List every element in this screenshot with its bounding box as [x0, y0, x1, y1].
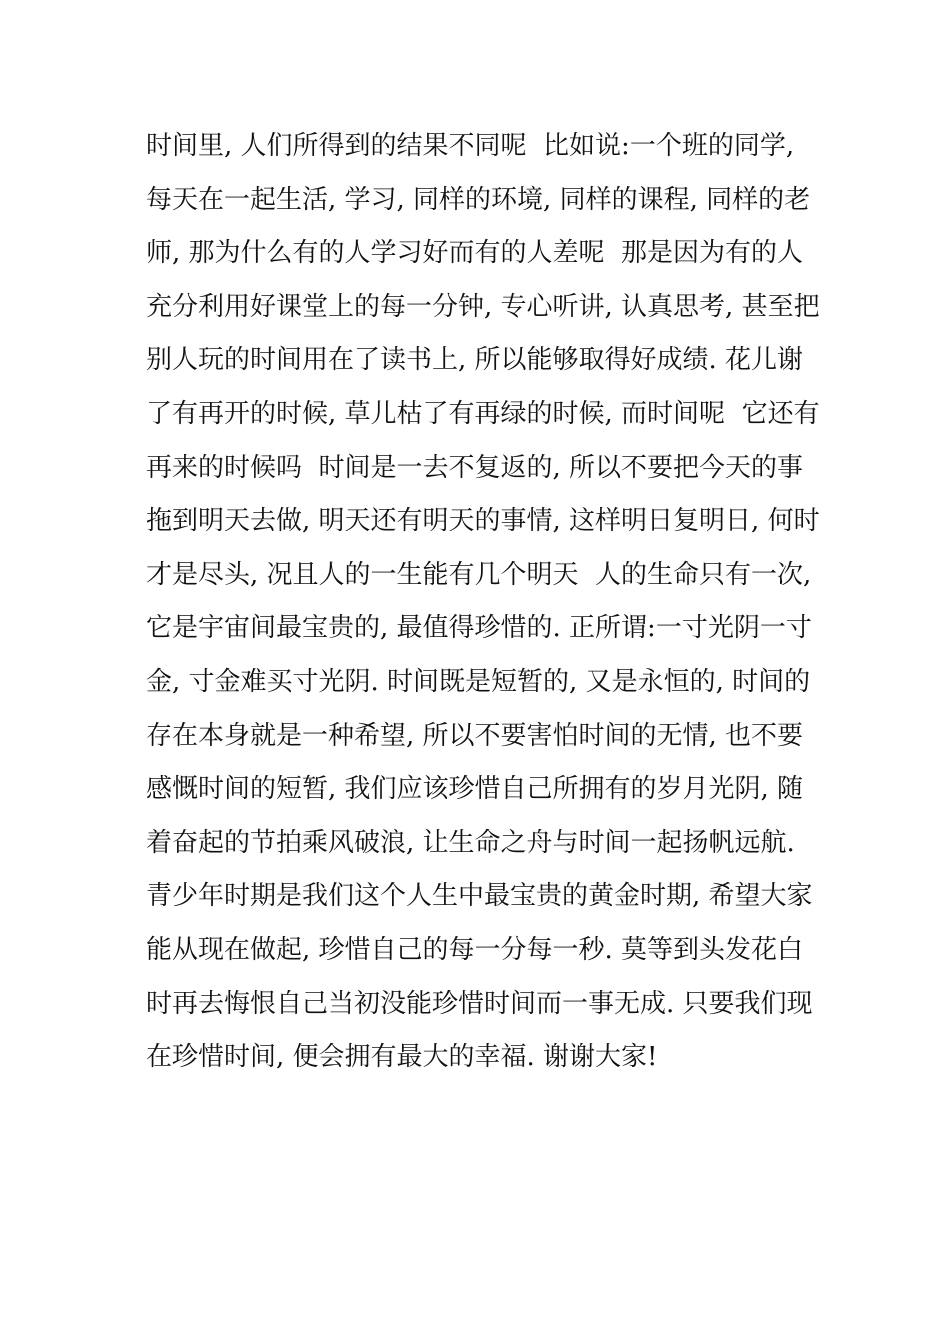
text-line: 每天在一起生活, 学习, 同样的环境, 同样的课程, 同样的老 [146, 184, 811, 215]
text-line: 充分利用好课堂上的每一分钟, 专心听讲, 认真思考, 甚至把 [146, 291, 820, 322]
text-line: 再来的时候吗 时间是一去不复返的, 所以不要把今天的事 [146, 452, 804, 483]
text-line: 金, 寸金难买寸光阴. 时间既是短暂的, 又是永恒的, 时间的 [146, 666, 811, 697]
text-line: 拖到明天去做, 明天还有明天的事情, 这样明日复明日, 何时 [146, 506, 820, 537]
text-line: 时间里, 人们所得到的结果不同呢 比如说:一个班的同学, [146, 131, 795, 161]
text-line: 存在本身就是一种希望, 所以不要害怕时间的无情, 也不要 [146, 720, 804, 751]
text-line: 感慨时间的短暂, 我们应该珍惜自己所拥有的岁月光阴, 随 [146, 774, 804, 805]
body-text [146, 120, 826, 1085]
text-line: 师, 那为什么有的人学习好而有的人差呢 那是因为有的人 [146, 238, 804, 269]
text-line: 着奋起的节拍乘风破浪, 让生命之舟与时间一起扬帆远航. [146, 827, 795, 858]
text-line: 才是尽头, 况且人的一生能有几个明天 人的生命只有一次, [146, 559, 812, 590]
text-line: 在珍惜时间, 便会拥有最大的幸福. 谢谢大家! [146, 1042, 658, 1073]
text-line: 能从现在做起, 珍惜自己的每一分每一秒. 莫等到头发花白 [146, 934, 804, 965]
text-line: 它是宇宙间最宝贵的, 最值得珍惜的. 正所谓:一寸光阴一寸 [146, 613, 812, 644]
text-line: 了有再开的时候, 草儿枯了有再绿的时候, 而时间呢 它还有 [146, 398, 820, 429]
text-line: 时再去悔恨自己当初没能珍惜时间而一事无成. 只要我们现 [146, 988, 813, 1019]
text-line: 青少年时期是我们这个人生中最宝贵的黄金时期, 希望大家 [146, 881, 813, 912]
text-line: 别人玩的时间用在了读书上, 所以能够取得好成绩. 花儿谢 [146, 345, 804, 376]
